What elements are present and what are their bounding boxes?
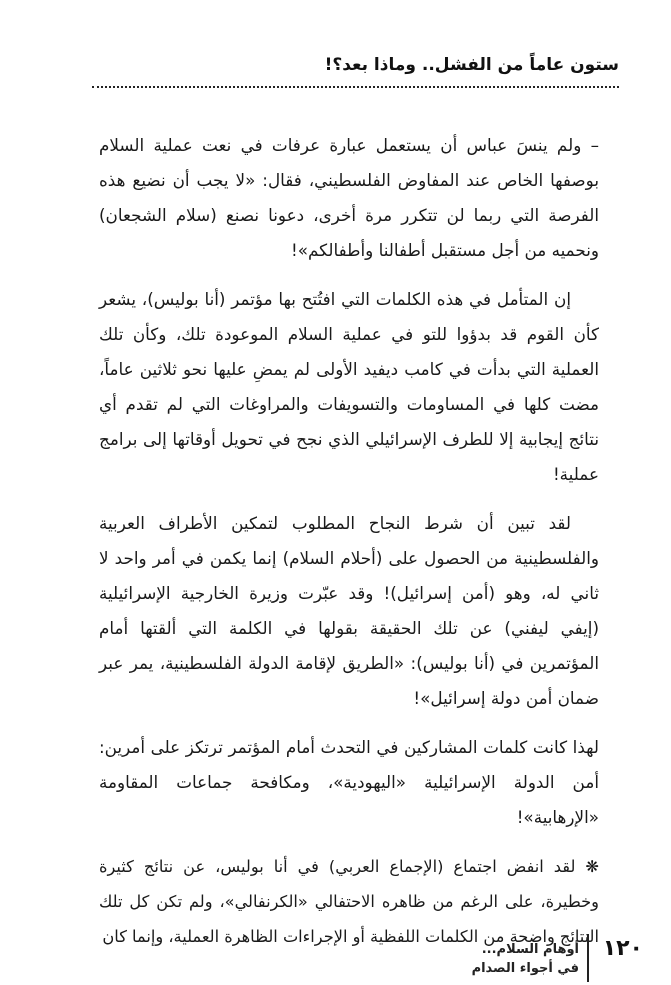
footer-book-title-line2: في أجواء الصدام — [471, 961, 579, 976]
header-dotted-rule — [92, 86, 619, 88]
asterism-icon: ❋ — [585, 857, 599, 876]
footer-book-title — [419, 940, 579, 978]
footer-book-title-line1: أوهام السلام... — [481, 942, 579, 957]
paragraph-1: – ولم ينسَ عباس أن يستعمل عبارة عرفات في نعت عملية السلام بوصفها الخاص عند المفاوض الفلسطيني، فقال: «لا يجب أن نضيع هذه الفرصة التي ربما لن تتكرر مرة أخرى، دعونا نصنع (سلام الشجعان) ونحميه من أجل مستقبل أطفالنا وأطفالكم»! — [99, 135, 599, 260]
page-body — [99, 128, 599, 968]
page-number: ١٢٠ — [602, 936, 643, 961]
paragraph-5-text: لقد انفض اجتماع (الإجماع العربي) في أنا بوليس، عن نتائج كثيرة وخطيرة، على الرغم من ظاهره الاحتفالي «الكرنفالي»، ولم تكن كل تلك النتائج واضحة من الكلمات اللفظية أو الإجراءات الظاهرة العملية، وإنما كان — [99, 857, 599, 946]
paragraph-4: لهذا كانت كلمات المشاركين في التحدث أمام المؤتمر ترتكز على أمرين: أمن الدولة الإسرائيلية «اليهودية»، ومكافحة جماعات المقاومة «الإرهابية»! — [99, 737, 599, 827]
paragraph-2: إن المتأمل في هذه الكلمات التي افتُتح بها مؤتمر (أنا بوليس)، يشعر كأن القوم قد بدؤوا للتو في عملية السلام الموعودة تلك، وكأن تلك العملية التي بدأت في كامب ديفيد الأولى لم يمضِ عليها نحو ثلاثين عاماً، مضت كلها في المساومات والتسويفات والمراوغات التي لم تقدم أي نتائج إيجابية إلا للطرف الإسرائيلي الذي نجح في تحويل أوقاتها إلى برامج عملية! — [99, 289, 599, 484]
running-header-title: ستون عاماً من الفشل.. وماذا بعد؟! — [324, 55, 619, 75]
paragraph-5 — [99, 849, 599, 954]
paragraph-3: لقد تبين أن شرط النجاح المطلوب لتمكين الأطراف العربية والفلسطينية من الحصول على (أحلام السلام) إنما يكمن في أمر واحد لا ثاني له، وهو (أمن إسرائيل)! وقد عبّرت وزيرة الخارجية الإسرائيلية (إيفي ليفني) عن تلك الحقيقة بقولها في الكلمة التي ألقتها أمام المؤتمرين في (أنا بوليس): «الطريق لإقامة الدولة الفلسطينية، يمر عبر ضمان أمن دولة إسرائيل»! — [99, 513, 599, 708]
footer-divider — [587, 934, 589, 982]
